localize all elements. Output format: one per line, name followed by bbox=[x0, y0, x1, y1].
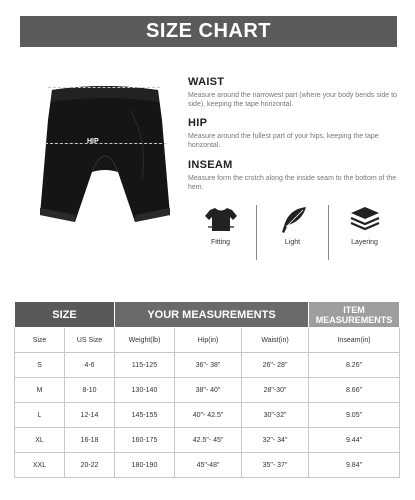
group-your-measurements: YOUR MEASUREMENTS bbox=[115, 302, 309, 328]
cell-us-size: 4-6 bbox=[65, 353, 115, 378]
feather-icon bbox=[276, 205, 310, 235]
inseam-label: INSEAM bbox=[102, 190, 109, 218]
hip-guide bbox=[45, 143, 167, 144]
col-weight: Weight(lb) bbox=[115, 328, 175, 353]
hip-heading: HIP bbox=[188, 117, 208, 129]
cell-us-size: 12-14 bbox=[65, 403, 115, 428]
table-row bbox=[15, 353, 400, 378]
cell-us-size: 16-18 bbox=[65, 428, 115, 453]
waist-heading: WAIST bbox=[188, 76, 225, 88]
cell-inseam: 8.66" bbox=[309, 378, 400, 403]
cell-inseam: 9.84" bbox=[309, 453, 400, 478]
waist-description bbox=[188, 76, 403, 109]
cell-size: XL bbox=[15, 428, 65, 453]
group-item-measurements: ITEM MEASUREMENTS bbox=[309, 302, 400, 328]
cell-weight: 130-140 bbox=[115, 378, 175, 403]
cell-hip: 42.5"- 45" bbox=[175, 428, 242, 453]
cell-size: S bbox=[15, 353, 65, 378]
cell-inseam: 9.05" bbox=[309, 403, 400, 428]
waist-label: WAIST bbox=[82, 81, 105, 88]
cell-us-size: 8-10 bbox=[65, 378, 115, 403]
cell-waist: 35"- 37" bbox=[242, 453, 309, 478]
group-size: SIZE bbox=[15, 302, 115, 328]
cell-weight: 160-175 bbox=[115, 428, 175, 453]
cell-size: XXL bbox=[15, 453, 65, 478]
size-table bbox=[14, 301, 400, 478]
hip-label: HIP bbox=[87, 138, 99, 145]
feature-light-label: Light bbox=[284, 239, 301, 246]
cell-waist: 26"- 28" bbox=[242, 353, 309, 378]
feature-layering bbox=[328, 205, 400, 260]
feature-layering-label: Layering bbox=[351, 239, 378, 246]
cell-hip: 40"- 42.5" bbox=[175, 403, 242, 428]
cell-waist: 30"-32" bbox=[242, 403, 309, 428]
inseam-text: Measure form the crotch along the inside seam to the bottom of the hem. bbox=[188, 175, 397, 191]
cell-weight: 145-155 bbox=[115, 403, 175, 428]
cell-size: M bbox=[15, 378, 65, 403]
shirt-icon bbox=[204, 205, 238, 235]
col-hip: Hip(in) bbox=[175, 328, 242, 353]
feature-fitting bbox=[185, 205, 256, 260]
waist-text: Measure around the narrowest part (where your body bends side to side), keeping the tape horizontal. bbox=[188, 92, 397, 108]
cell-inseam: 8.26" bbox=[309, 353, 400, 378]
col-size: Size bbox=[15, 328, 65, 353]
feature-row bbox=[185, 205, 400, 260]
table-row bbox=[15, 428, 400, 453]
inseam-heading: INSEAM bbox=[188, 159, 233, 171]
cell-hip: 45"-48" bbox=[175, 453, 242, 478]
cell-inseam: 9.44" bbox=[309, 428, 400, 453]
cell-hip: 36"- 38" bbox=[175, 353, 242, 378]
cell-hip: 38"- 40" bbox=[175, 378, 242, 403]
feature-fitting-label: Fitting bbox=[210, 239, 231, 246]
table-row bbox=[15, 378, 400, 403]
inseam-description bbox=[188, 159, 403, 192]
table-row bbox=[15, 453, 400, 478]
feature-light bbox=[256, 205, 328, 260]
layers-icon bbox=[348, 205, 382, 235]
cell-size: L bbox=[15, 403, 65, 428]
page-title: SIZE CHART bbox=[20, 16, 397, 47]
shorts-diagram bbox=[30, 80, 180, 240]
cell-weight: 115-125 bbox=[115, 353, 175, 378]
hip-description bbox=[188, 117, 403, 150]
col-us-size: US Size bbox=[65, 328, 115, 353]
col-waist: Waist(in) bbox=[242, 328, 309, 353]
cell-us-size: 20-22 bbox=[65, 453, 115, 478]
table-row bbox=[15, 403, 400, 428]
cell-waist: 32"- 34" bbox=[242, 428, 309, 453]
cell-waist: 28"-30" bbox=[242, 378, 309, 403]
col-inseam: Inseam(in) bbox=[309, 328, 400, 353]
cell-weight: 180-190 bbox=[115, 453, 175, 478]
hip-text: Measure around the fullest part of your hips, keeping the tape horizontal. bbox=[188, 133, 379, 149]
